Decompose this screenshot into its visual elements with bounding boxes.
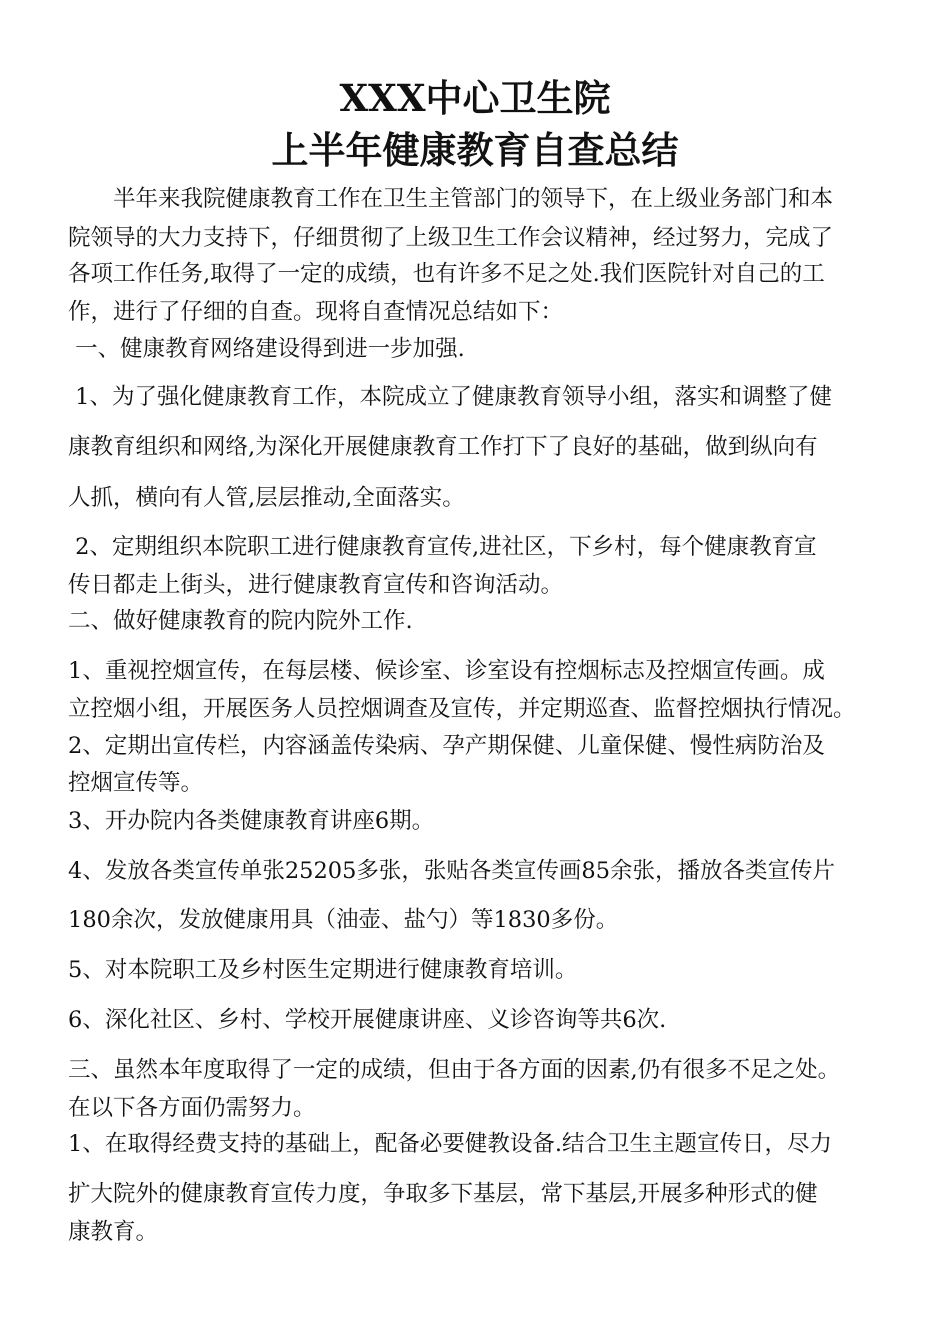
paragraph-line: 1、重视控烟宣传，在每层楼、候诊室、诊室设有控烟标志及控烟宣传画。成 xyxy=(68,658,825,684)
paragraph-line: 院领导的大力支持下，仔细贯彻了上级卫生工作会议精神，经过努力，完成了 xyxy=(68,225,834,251)
paragraph-line: 扩大院外的健康教育宣传力度，争取多下基层，常下基层,开展多种形式的健 xyxy=(68,1181,818,1207)
section-heading: 一、健康教育网络建设得到进一步加强. xyxy=(68,336,465,362)
paragraph-line: 1、为了强化健康教育工作，本院成立了健康教育领导小组，落实和调整了健 xyxy=(68,384,832,410)
paragraph-line: 立控烟小组，开展医务人员控烟调查及宣传，并定期巡查、监督控烟执行情况。 xyxy=(68,696,856,722)
paragraph-line: 各项工作任务,取得了一定的成绩，也有许多不足之处.我们医院针对自己的工 xyxy=(68,261,825,287)
paragraph-line: 180余次，发放健康用具（油壶、盐勺）等1830多份。 xyxy=(68,907,619,933)
paragraph-line: 5、对本院职工及乡村医生定期进行健康教育培训。 xyxy=(68,957,578,983)
title-line-1: XXX中心卫生院 xyxy=(339,76,611,120)
paragraph-line: 3、开办院内各类健康教育讲座6期。 xyxy=(68,808,435,834)
paragraph-line: 人抓，横向有人管,层层推动,全面落实。 xyxy=(68,485,465,511)
section-heading: 二、做好健康教育的院内院外工作. xyxy=(68,608,413,634)
paragraph-line: 6、深化社区、乡村、学校开展健康讲座、义诊咨询等共6次. xyxy=(68,1007,667,1033)
paragraph-line: 2、定期出宣传栏，内容涵盖传染病、孕产期保健、儿童保健、慢性病防治及 xyxy=(68,733,825,759)
paragraph-line: 康教育组织和网络,为深化开展健康教育工作打下了良好的基础，做到纵向有 xyxy=(68,434,818,460)
paragraph-line: 康教育。 xyxy=(68,1219,159,1245)
paragraph-line: 传日都走上街头，进行健康教育宣传和咨询活动。 xyxy=(68,572,564,598)
paragraph-line: 半年来我院健康教育工作在卫生主管部门的领导下，在上级业务部门和本 xyxy=(113,186,834,212)
title-line-2: 上半年健康教育自查总结 xyxy=(271,128,679,172)
paragraph-line: 1、在取得经费支持的基础上，配备必要健教设备.结合卫生主题宣传日，尽力 xyxy=(68,1131,832,1157)
section-heading: 三、虽然本年度取得了一定的成绩，但由于各方面的因素,仍有很多不足之处。 xyxy=(68,1057,841,1083)
paragraph-line: 作，进行了仔细的自查。现将自查情况总结如下： xyxy=(68,299,564,325)
paragraph-line: 4、发放各类宣传单张25205多张，张贴各类宣传画85余张，播放各类宣传片 xyxy=(68,858,836,884)
paragraph-line: 2、定期组织本院职工进行健康教育宣传,进社区，下乡村，每个健康教育宣 xyxy=(68,534,817,560)
paragraph-line: 控烟宣传等。 xyxy=(68,770,204,796)
paragraph-line: 在以下各方面仍需努力。 xyxy=(68,1095,316,1121)
